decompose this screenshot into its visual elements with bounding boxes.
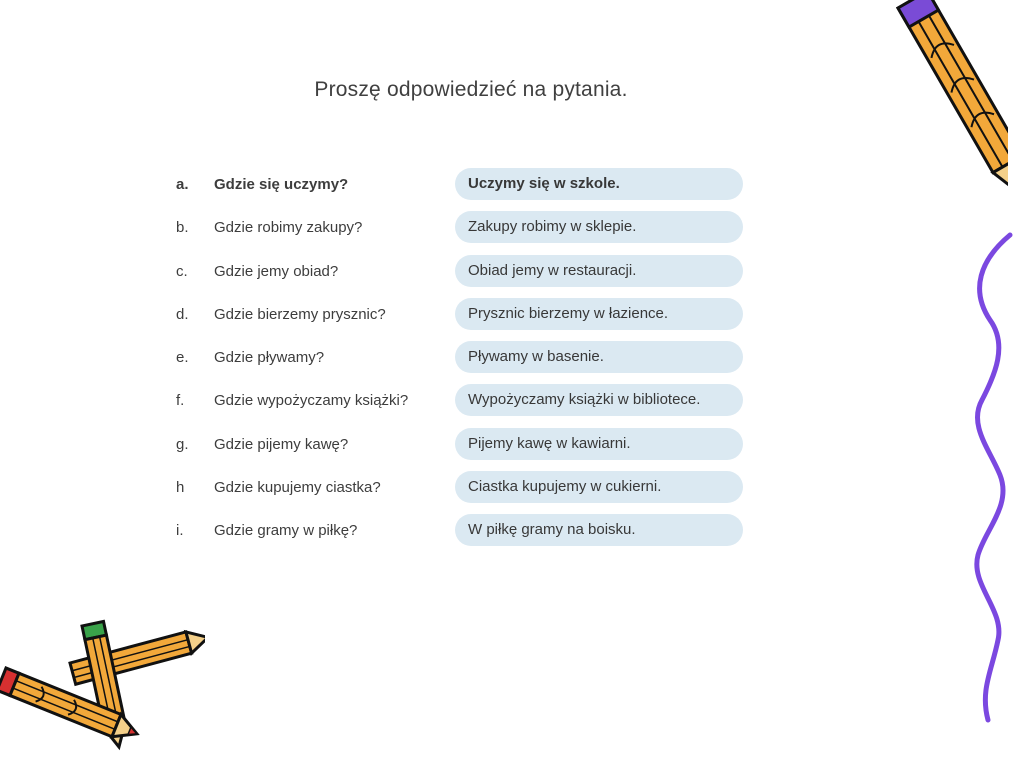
answer-box: Pływamy w basenie. [455,341,743,373]
item-letter: g. [176,435,189,453]
item-letter: a. [176,176,189,193]
answer-box: Pijemy kawę w kawiarni. [455,428,743,460]
question-answer-list [176,168,746,558]
question-text: Gdzie robimy zakupy? [214,219,363,237]
list-item [176,298,746,341]
answer-box: Prysznic bierzemy w łazience. [455,298,743,330]
pencil-top-right-icon [858,0,1008,245]
list-item [176,168,746,211]
pencils-bottom-left-icon [0,618,205,758]
list-item [176,255,746,298]
list-item [176,211,746,254]
item-letter: i. [176,522,184,540]
question-text: Gdzie jemy obiad? [214,262,339,280]
list-item [176,514,746,557]
answer-box: Ciastka kupujemy w cukierni. [455,471,743,503]
answer-box: Wypożyczamy książki w bibliotece. [455,384,743,416]
page-title: Proszę odpowiedzieć na pytania. [314,78,628,101]
item-letter: c. [176,262,188,280]
item-letter: f. [176,392,185,410]
question-text: Gdzie kupujemy ciastka? [214,479,381,497]
question-text: Gdzie bierzemy prysznic? [214,305,386,323]
item-letter: d. [176,305,189,323]
list-item [176,341,746,384]
answer-box: Zakupy robimy w sklepie. [455,211,743,243]
answer-box: Uczymy się w szkole. [455,168,743,200]
question-text: Gdzie gramy w piłkę? [214,522,358,540]
answer-box: Obiad jemy w restauracji. [455,255,743,287]
question-text: Gdzie wypożyczamy książki? [214,392,409,410]
list-item [176,384,746,427]
question-text: Gdzie pływamy? [214,349,325,367]
list-item [176,471,746,514]
answer-box: W piłkę gramy na boisku. [455,514,743,546]
question-text: Gdzie pijemy kawę? [214,435,349,453]
list-item [176,428,746,471]
item-letter: e. [176,349,189,367]
wavy-line-icon [960,230,1024,725]
item-letter: b. [176,219,189,237]
item-letter: h [176,479,185,497]
question-text: Gdzie się uczymy? [214,176,349,193]
